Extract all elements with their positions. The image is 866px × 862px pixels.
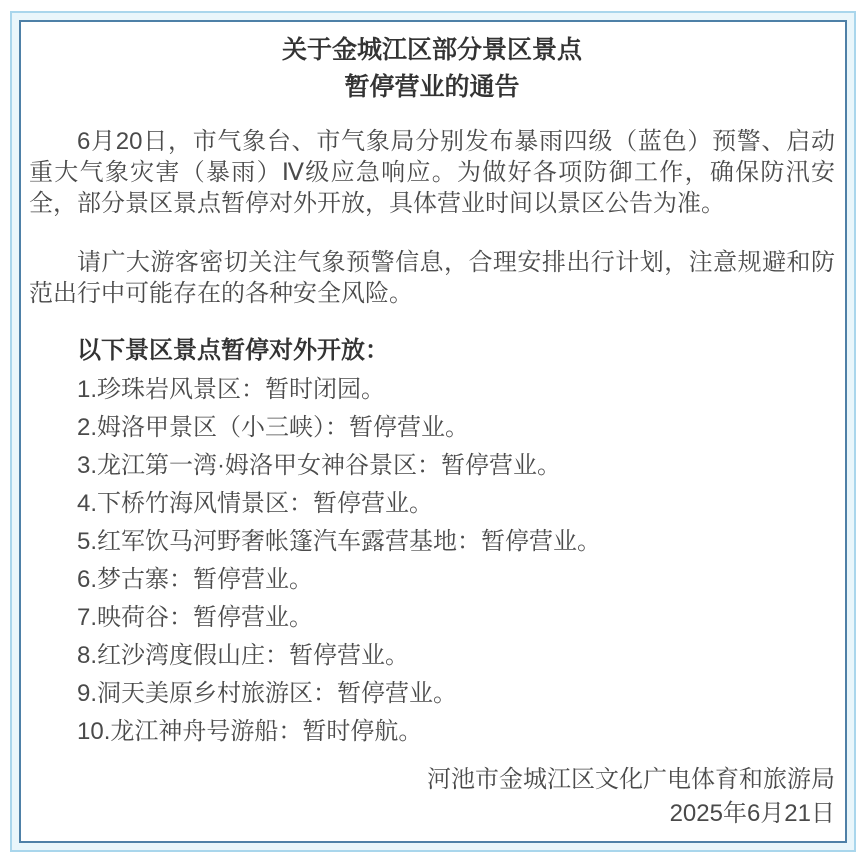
notice-title <box>29 32 835 106</box>
notice-outer-frame <box>10 11 856 852</box>
notice-title-line2: 暂停营业的通告 <box>344 73 520 101</box>
closure-list-heading: 以下景区景点暂停对外开放： <box>77 337 389 364</box>
list-item: 1.珍珠岩风景区：暂时闭园。 <box>77 376 386 403</box>
notice-paragraph-warning: 6月20日，市气象台、市气象局分别发布暴雨四级（蓝色）预警、启动重大气象灾害（暴雨）Ⅳ级应急响应。为做好各项防御工作，确保防汛安全，部分景区景点暂停对外开放，具体营业时间以景区公告为准。 <box>29 128 835 217</box>
list-item: 7.映荷谷：暂停营业。 <box>77 604 314 631</box>
list-item: 10.龙江神舟号游船：暂时停航。 <box>77 718 423 745</box>
list-item: 5.红军饮马河野奢帐篷汽车露营基地：暂停营业。 <box>77 528 602 555</box>
list-item: 6.梦古寨：暂停营业。 <box>77 566 314 593</box>
notice-card <box>19 20 847 843</box>
list-item: 2.姆洛甲景区（小三峡）：暂停营业。 <box>77 414 470 441</box>
notice-paragraph-advice: 请广大游客密切关注气象预警信息，合理安排出行计划，注意规避和防范出行中可能存在的各种安全风险。 <box>29 249 835 307</box>
list-item: 8.红沙湾度假山庄：暂停营业。 <box>77 642 410 669</box>
list-item: 9.洞天美原乡村旅游区：暂停营业。 <box>77 680 458 707</box>
issuer-signature: 河池市金城江区文化广电体育和旅游局 <box>427 766 835 793</box>
closure-list <box>29 371 835 751</box>
notice-title-line1: 关于金城江区部分景区景点 <box>281 36 582 64</box>
list-item: 4.下桥竹海风情景区：暂停营业。 <box>77 490 434 517</box>
list-item: 3.龙江第一湾·姆洛甲女神谷景区：暂停营业。 <box>77 452 562 479</box>
issue-date: 2025年6月21日 <box>669 800 835 827</box>
notice-footer <box>29 763 835 831</box>
